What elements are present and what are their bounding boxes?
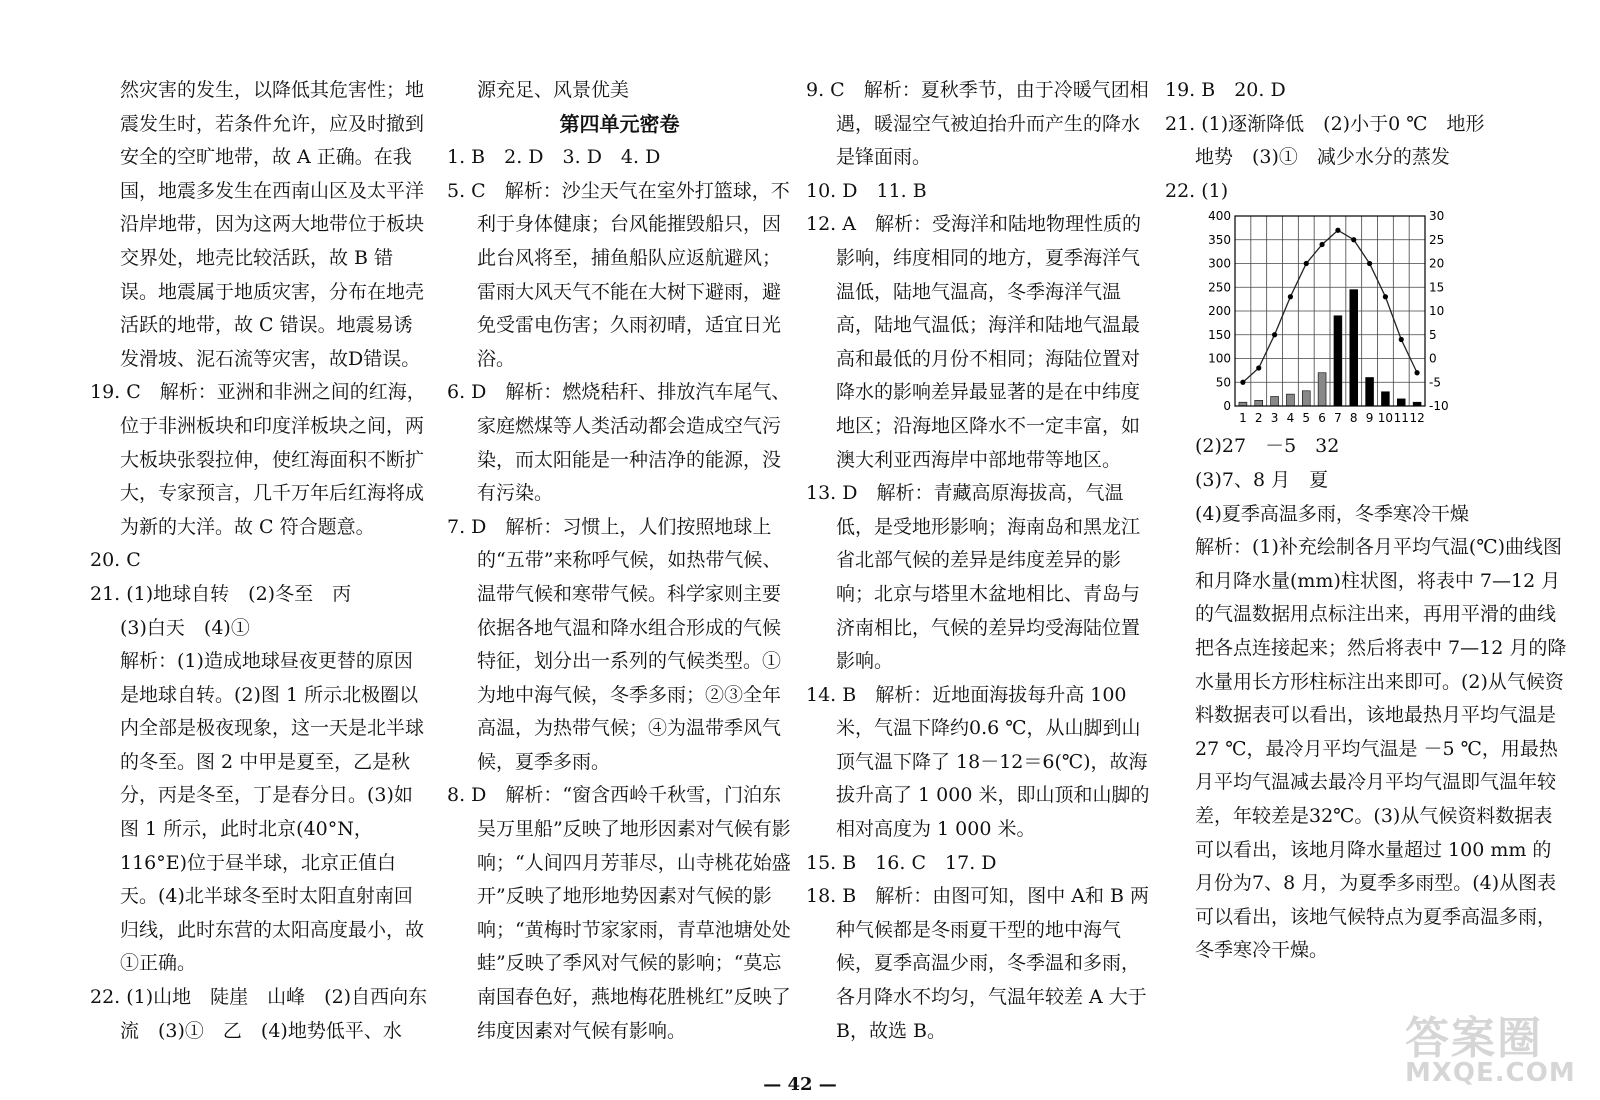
answer-22: 22. (1)山地 陡崖 山峰 (2)自西向东流 (3)① 乙 (4)地势低平、水	[90, 986, 428, 1042]
answer-21-cont: (3)白天 (4)①	[120, 616, 250, 639]
x-axis-tick-label: 11	[1393, 411, 1409, 426]
precipitation-bar	[1350, 290, 1358, 406]
left-axis-tick-label: 400	[1208, 209, 1231, 224]
x-axis-tick-label: 4	[1286, 411, 1295, 426]
precipitation-bar	[1397, 399, 1405, 406]
temperature-point	[1367, 261, 1372, 266]
temperature-point	[1414, 371, 1419, 376]
answer-9: 9. C 解析：夏秋季节，由于冷暖气团相遇，暖湿空气被迫抬升而产生的降水是锋面雨。	[806, 79, 1149, 169]
answer-8: 8. D 解析：“窗含西岭千秋雪，门泊东吴万里船”反映了地形因素对气候有影响；“人间四月芳菲尽，山寺桃花始盛开”反映了地形地势因素对气候的影响；“黄梅时节家家雨，青草池塘处处蛙”反映了季风对气候的影响；“莫忘南国春色好，燕地梅花胜桃红”反映了纬度因素对气候有影响。	[447, 784, 791, 1042]
answer-7: 7. D 解析：习惯上，人们按照地球上的“五带”来称呼气候，如热带气候、温带气候和寒带气候。科学家则主要依据各地气温和降水组合形成的气候特征，划分出一系列的气候类型。①为地中海气候，冬季多雨；②③全年高温，为热带气候；④为温带季风气候，夏季多雨。	[447, 515, 782, 773]
answer-22-3: (3)7、8 月 夏	[1195, 468, 1329, 491]
temperature-point	[1383, 295, 1388, 300]
climate-chart	[1195, 208, 1460, 430]
x-axis-tick-label: 12	[1409, 411, 1425, 426]
x-axis-tick-label: 8	[1349, 411, 1358, 426]
precipitation-bar	[1381, 392, 1389, 406]
temperature-point	[1272, 333, 1277, 338]
x-axis-tick-label: 1	[1239, 411, 1247, 426]
answer-21-explanation: 解析：(1)造成地球昼夜更替的原因是地球自转。(2)图 1 所示北极圈以内全部是极夜现象，这一天是北半球的冬至。图 2 中甲是夏至，乙是秋分，丙是冬至，丁是春分日。(3)如图 1 所示，此时北京(40°N，116°E)位于昼半球，北京正值白天。(4)北半球冬至时太阳直射南回归线，此时东营的太阳高度最小，故①正确。	[120, 650, 425, 975]
right-axis-tick-label: 15	[1429, 280, 1445, 295]
answer-21-cont: 地势 (3)① 减少水分的蒸发	[1195, 146, 1450, 169]
left-axis-tick-label: 250	[1208, 280, 1231, 295]
precipitation-bar	[1286, 395, 1294, 407]
right-axis-tick-label: -10	[1429, 399, 1449, 414]
left-axis-tick-label: 200	[1208, 304, 1231, 319]
right-axis-tick-label: 20	[1429, 256, 1445, 271]
answer-6: 6. D 解析：燃烧秸秆、排放汽车尾气、家庭燃煤等人类活动都会造成空气污染，而太阳能是一种洁净的能源，没有污染。	[447, 381, 791, 505]
x-axis-tick-label: 10	[1377, 411, 1394, 426]
right-axis-tick-label: 30	[1429, 209, 1445, 224]
temperature-point	[1304, 261, 1309, 266]
answer-13: 13. D 解析：青藏高原海拔高，气温低，是受地形影响；海南岛和黑龙江省北部气候的差异是纬度差异的影响；北京与塔里木盆地相比、青岛与济南相比，气候的差异均受海陆位置影响。	[806, 482, 1141, 673]
answer-21: 21. (1)地球自转 (2)冬至 丙	[90, 582, 352, 605]
answer-5: 5. C 解析：沙尘天气在室外打篮球，不利于身体健康；台风能摧毁船只，因此台风将至，捕鱼船队应返航避风；雷雨大风天气不能在大树下避雨，避免受雷电伤害；久雨初晴，适宜日光浴。	[447, 179, 790, 370]
answer-12: 12. A 解析：受海洋和陆地物理性质的影响，纬度相同的地方，夏季海洋气温低，陆地气温高，冬季海洋气温高，陆地气温低；海洋和陆地气温最高和最低的月份不相同；海陆位置对降水的影响差异最显著的是在中纬度地区；沿海地区降水不一定丰富，如澳大利亚西海岸中部地带等地区。	[806, 213, 1141, 471]
answer-21: 21. (1)逐渐降低 (2)小于0 ℃ 地形	[1165, 112, 1485, 135]
section-title: 第四单元密卷	[559, 111, 680, 136]
answer-20: 20. C	[90, 549, 141, 572]
answer-22-cont: 源充足、风景优美	[477, 79, 630, 101]
answer-15-17: 15. B 16. C 17. D	[806, 851, 997, 874]
left-axis-tick-label: 100	[1208, 351, 1231, 366]
right-axis-tick-label: 25	[1429, 233, 1445, 248]
x-axis-tick-label: 3	[1270, 411, 1279, 426]
right-axis-tick-label: 0	[1429, 351, 1437, 366]
precipitation-bar	[1255, 401, 1263, 407]
answer-18: 18. B 解析：由图可知，图中 A和 B 两种气候都是冬雨夏干型的地中海气候，夏季高温少雨，冬季温和多雨，各月降水不均匀，气温年较差 A 大于 B，故选 B。	[806, 885, 1150, 1042]
answer-paragraph: 然灾害的发生，以降低其危害性；地震发生时，若条件允许，应及时撤到安全的空旷地带，故 A 正确。在我国，地震多发生在西南山区及太平洋沿岸地带，因为这两大地带位于板块交界处，地壳比较活跃，故 B 错误。地震属于地质灾害，分布在地壳活跃的地带，故 C 错误。地震易诱发滑坡、泥石流等灾害，故D错误。	[120, 79, 425, 370]
temperature-point	[1240, 380, 1245, 385]
temperature-point	[1399, 337, 1404, 342]
x-axis-tick-label: 9	[1365, 411, 1374, 426]
temperature-point	[1256, 366, 1261, 371]
watermark	[1405, 1002, 1576, 1088]
answer-22: 22. (1)	[1165, 179, 1229, 202]
climate-chart-svg	[1195, 208, 1460, 430]
answer-10-11: 10. D 11. B	[806, 179, 927, 202]
answer-1-4: 1. B 2. D 3. D 4. D	[447, 146, 661, 169]
right-axis-tick-label: 5	[1429, 328, 1437, 343]
page-number: — 42 —	[763, 1074, 837, 1095]
answer-14: 14. B 解析：近地面海拔每升高 100 米，气温下降约0.6 ℃，从山脚到山顶气温下降了 18－12＝6(℃)，故海拔升高了 1 000 米，即山顶和山脚的相对高度为 1 000 米。	[806, 683, 1150, 841]
answer-22-2: (2)27 －5 32	[1195, 435, 1340, 458]
x-axis-tick-label: 5	[1302, 411, 1311, 426]
precipitation-bar	[1302, 391, 1310, 406]
precipitation-bar	[1318, 373, 1326, 406]
left-axis-tick-label: 50	[1215, 375, 1231, 390]
answer-22-explanation: 解析：(1)补充绘制各月平均气温(℃)曲线图和月降水量(mm)柱状图，将表中 7—12 月的气温数据用点标注出来，再用平滑的曲线把各点连接起来；然后将表中 7—12 月的降水量用长方形柱标注出来即可。(2)从气候资料数据表可以看出，该地最热月平均气温是 27 ℃，最冷月平均气温是 －5 ℃，用最热月平均气温减去最冷月平均气温即气温年较差，年较差是32℃。(3)从气候资料数据表可以看出，该地月降水量超过 100 mm 的月份为7、8 月，为夏季多雨型。(4)从图表可以看出，该地气候特点为夏季高温多雨，冬季寒冷干燥。	[1195, 536, 1567, 962]
answer-19-20: 19. B 20. D	[1165, 79, 1286, 101]
right-axis-tick-label: 10	[1429, 304, 1445, 319]
x-axis-tick-label: 6	[1318, 411, 1326, 426]
temperature-point	[1351, 238, 1356, 243]
left-axis-tick-label: 300	[1208, 256, 1231, 271]
left-axis-tick-label: 0	[1223, 399, 1231, 414]
x-axis-tick-label: 2	[1254, 411, 1263, 426]
left-axis-tick-label: 150	[1208, 328, 1231, 343]
left-axis-tick-label: 350	[1208, 233, 1231, 248]
x-axis-tick-label: 7	[1334, 411, 1342, 426]
precipitation-bar	[1271, 397, 1279, 407]
column-1	[90, 74, 430, 1048]
temperature-point	[1335, 228, 1340, 233]
right-axis-tick-label: -5	[1429, 375, 1441, 390]
answer-22-4: (4)夏季高温多雨，冬季寒冷干燥	[1195, 502, 1469, 525]
temperature-point	[1319, 242, 1324, 247]
column-2	[447, 74, 792, 1048]
column-4	[1165, 74, 1570, 968]
answer-19: 19. C 解析：亚洲和非洲之间的红海，位于非洲板块和印度洋板块之间，两大板块张裂拉伸，使红海面积不断扩大，专家预言，几千万年后红海将成为新的大洋。故 C 符合题意。	[90, 381, 426, 538]
temperature-point	[1288, 295, 1293, 300]
precipitation-bar	[1334, 316, 1342, 406]
column-3	[806, 74, 1151, 1048]
precipitation-bar	[1366, 378, 1374, 407]
watermark-logo: 答案圈	[1405, 1013, 1543, 1064]
watermark-url: MXQE.COM	[1405, 1058, 1576, 1088]
